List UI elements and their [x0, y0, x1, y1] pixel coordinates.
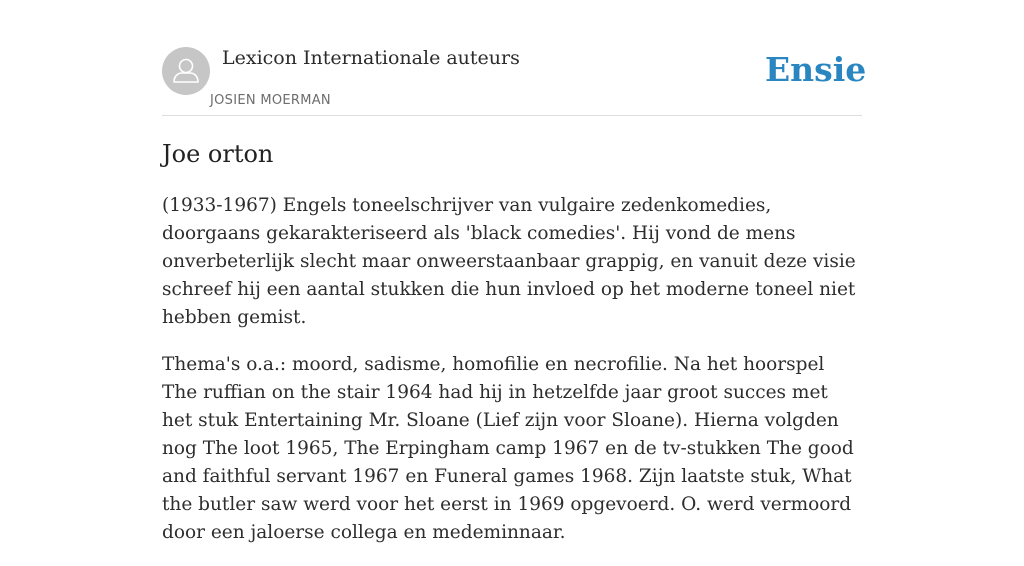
author-name-link[interactable]: JOSIEN MOERMAN: [210, 93, 331, 108]
entry-body: [162, 192, 862, 566]
header-divider: [162, 115, 862, 116]
brand-logo[interactable]: Ensie: [765, 50, 867, 89]
entry-paragraph: (1933-1967) Engels toneelschrijver van vulgaire zedenkomedies, doorgaans gekarakteriseerd als 'black comedies'. Hij vond de mens onverbeterlijk slecht maar onweerstaanbaar grappig, en vanuit deze visie schreef hij een aantal stukken die hun invloed op het moderne toneel niet hebben gemist.: [162, 195, 856, 328]
user-placeholder-icon: [162, 47, 210, 95]
author-avatar[interactable]: [162, 47, 210, 95]
entry-paragraph: Thema's o.a.: moord, sadisme, homofilie en necrofilie. Na het hoorspel The ruffian on the stair 1964 had hij in hetzelfde jaar groot succes met het stuk Entertaining Mr. Sloane (Lief zijn voor Sloane). Hierna volgden nog The loot 1965, The Erpingham camp 1967 en de tv-stukken The good and faithful servant 1967 en Funeral games 1968. Zijn laatste stuk, What the butler saw werd voor het eerst in 1969 opgevoerd. O. werd vermoord door een jaloerse collega en medeminnaar.: [162, 354, 854, 543]
collection-title-link[interactable]: Lexicon Internationale auteurs: [222, 47, 520, 69]
entry-title: Joe orton: [162, 140, 274, 168]
